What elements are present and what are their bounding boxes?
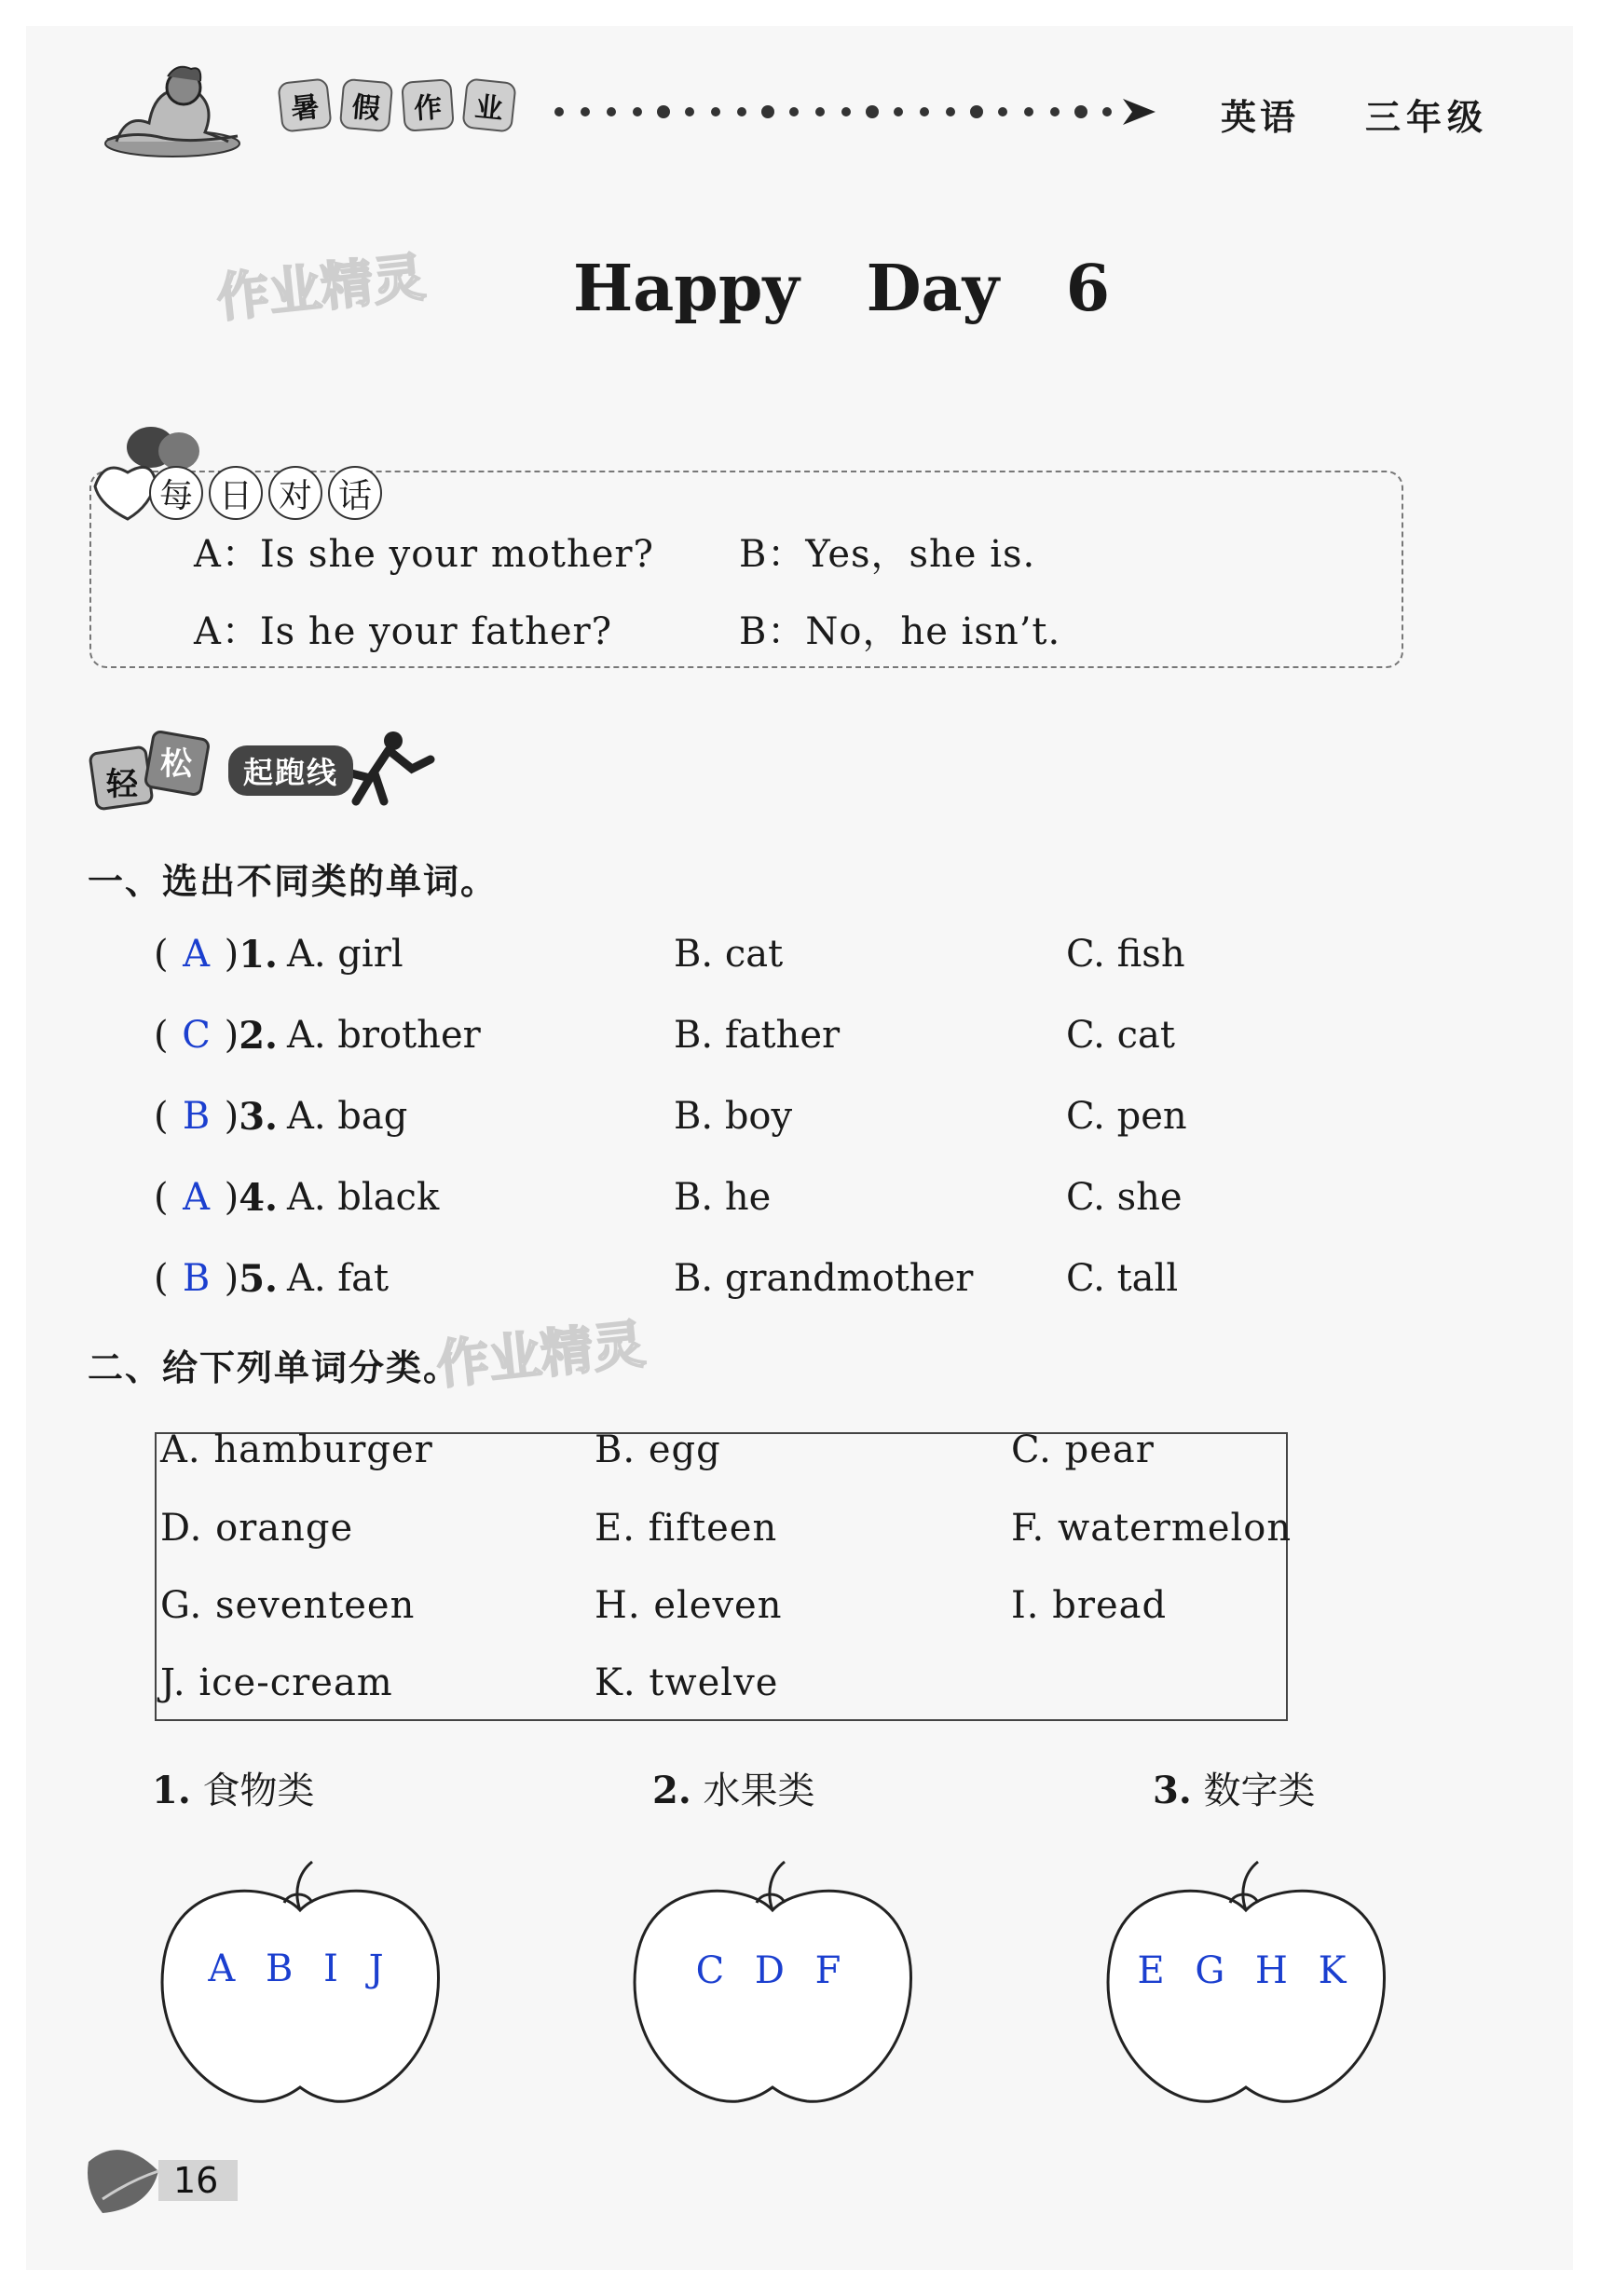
section-2-title: 二、给下列单词分类。: [88, 1347, 461, 1388]
question-row: ( A ) 1. A. girl B. cat C. fish: [154, 932, 1185, 977]
subject-label: 英语: [1221, 97, 1300, 138]
heading-char: 日: [209, 466, 263, 520]
badge-char: 暑: [277, 77, 332, 132]
option-b: B. he: [674, 1176, 772, 1219]
category-answer[interactable]: C D F: [695, 1949, 851, 1992]
option-a: A. girl: [286, 933, 403, 976]
answer-text[interactable]: A: [183, 933, 211, 976]
question-number: 2.: [239, 1013, 278, 1058]
word-item: F. watermelon: [1011, 1507, 1292, 1550]
option-b: B. grandmother: [674, 1257, 974, 1300]
section-1-title: 一、选出不同类的单词。: [88, 861, 499, 902]
question-row: ( B ) 5. A. fat B. grandmother C. tall: [154, 1256, 1179, 1301]
question-row: ( C ) 2. A. brother B. father C. cat: [154, 1013, 1175, 1058]
dialogue-line-b: B：No，he isn’t.: [739, 610, 1061, 653]
page-title: Happy Day 6: [573, 252, 1111, 326]
badge-char: 作: [401, 78, 455, 132]
grade-label: 三年级: [1365, 97, 1489, 138]
dialogue-line-a: A：Is she your mother?: [194, 533, 654, 576]
question-number: 1.: [239, 932, 278, 977]
watermark: 作业精灵: [213, 247, 429, 330]
category-answer[interactable]: E G H K: [1137, 1949, 1356, 1992]
mascot-icon: [98, 58, 247, 160]
category-label: 1. 食物类: [152, 1769, 315, 1812]
word-item: C. pear: [1011, 1428, 1155, 1471]
word-item: I. bread: [1011, 1584, 1168, 1627]
option-c: C. cat: [1066, 1014, 1175, 1057]
section-banner-label: 起跑线: [228, 745, 353, 796]
question-list: [154, 926, 1272, 1306]
answer-text[interactable]: C: [182, 1014, 211, 1057]
option-a: A. bag: [286, 1095, 408, 1138]
category-label: 2. 水果类: [652, 1769, 815, 1812]
heading-char: 每: [149, 466, 203, 520]
svg-text:松: 松: [160, 745, 192, 783]
dialogue-line-b: B：Yes，she is.: [739, 533, 1036, 576]
daily-dialogue-heading: [149, 466, 382, 520]
word-item: A. hamburger: [160, 1428, 433, 1471]
option-b: B. father: [674, 1014, 841, 1057]
word-item: J. ice-cream: [160, 1661, 393, 1704]
dialogue-line-a: A：Is he your father?: [194, 610, 613, 653]
category-label: 3. 数字类: [1153, 1769, 1316, 1812]
category-answer[interactable]: A B I J: [208, 1948, 393, 1990]
answer-text[interactable]: B: [182, 1095, 211, 1138]
page-number: 16: [173, 2160, 219, 2201]
summer-homework-badges: [280, 80, 514, 130]
question-row: ( A ) 4. A. black B. he C. she: [154, 1175, 1183, 1220]
heading-char: 对: [268, 466, 322, 520]
word-item: D. orange: [160, 1507, 354, 1550]
option-c: C. she: [1066, 1176, 1183, 1219]
option-a: A. brother: [286, 1014, 481, 1057]
word-item: G. seventeen: [160, 1584, 416, 1627]
option-a: A. fat: [286, 1257, 390, 1300]
watermark: 作业精灵: [433, 1314, 649, 1397]
answer-text[interactable]: B: [182, 1257, 211, 1300]
badge-char: 业: [461, 77, 516, 132]
word-item: H. eleven: [595, 1584, 783, 1627]
word-item: K. twelve: [595, 1661, 779, 1704]
question-number: 4.: [239, 1175, 278, 1220]
page-number-leaf-icon: [84, 2134, 242, 2218]
option-c: C. tall: [1066, 1257, 1179, 1300]
badge-char: 假: [339, 78, 394, 133]
word-item: B. egg: [595, 1428, 721, 1471]
dotted-arrow-icon: [550, 93, 1165, 130]
answer-text[interactable]: A: [183, 1176, 211, 1219]
option-b: B. cat: [674, 933, 784, 976]
svg-text:轻: 轻: [106, 766, 138, 803]
option-c: C. fish: [1066, 933, 1185, 976]
heading-char: 话: [328, 466, 382, 520]
option-b: B. boy: [674, 1095, 793, 1138]
word-item: E. fifteen: [595, 1507, 778, 1550]
question-number: 5.: [239, 1256, 278, 1301]
option-c: C. pen: [1066, 1095, 1187, 1138]
question-number: 3.: [239, 1094, 278, 1139]
question-row: ( B ) 3. A. bag B. boy C. pen: [154, 1094, 1187, 1139]
option-a: A. black: [286, 1176, 440, 1219]
